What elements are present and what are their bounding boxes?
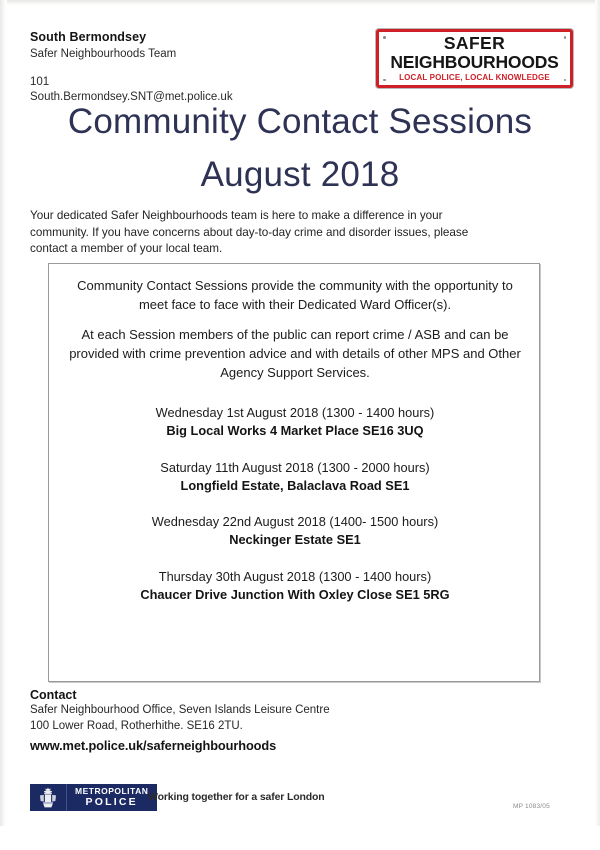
session-datetime: Wednesday 22nd August 2018 (1400- 1500 hours) [151,514,439,530]
intro-paragraph: Your dedicated Safer Neighbourhoods team is here to make a difference in your community. If you have concerns about day-to-day crime and disorder issues, please contact a member of your local team. [30,209,469,256]
crest-icon [30,784,67,811]
contact-email: South.Bermondsey.SNT@met.police.uk [30,90,233,103]
logo-line-safer: SAFER [443,32,506,53]
session-location: Neckinger Estate SE1 [229,532,361,548]
ward-name: South Bermondsey [30,30,147,44]
contact-block [30,687,450,755]
contact-address: 100 Lower Road, Rotherhithe. SE16 2TU. [30,720,243,733]
sign-screw-icon [383,36,386,39]
session-datetime: Saturday 11th August 2018 (1300 - 2000 hours) [160,459,430,475]
list-item [61,459,529,495]
team-name: Safer Neighbourhoods Team [30,47,177,60]
met-wordmark [67,784,157,811]
page-title: Community Contact Sessions [67,102,533,141]
contact-phone: 101 [30,75,50,88]
safer-neighbourhoods-logo [376,29,573,88]
sign-screw-icon [564,36,567,39]
box-paragraph-purpose: Community Contact Sessions provide the community with the opportunity to meet face to face with their Dedicated Ward Officer(s). [77,278,513,312]
scan-edge-top [0,0,600,6]
session-datetime: Wednesday 1st August 2018 (1300 - 1400 hours) [155,405,435,420]
sign-screw-icon [564,79,567,82]
contact-office: Safer Neighbourhood Office, Seven Islands Leisure Centre [30,704,330,717]
list-item [61,513,529,549]
logo-line-neighbourhoods: NEIGHBOURHOODS [390,52,559,73]
session-location: Big Local Works 4 Market Place SE16 3UQ [166,423,424,439]
contact-heading: Contact [30,688,77,702]
metropolitan-police-logo [30,784,157,811]
met-tagline: Working together for a safer London [148,791,325,803]
sign-screw-icon [383,79,386,82]
sessions-box [48,263,540,682]
logo-strapline: LOCAL POLICE, LOCAL KNOWLEDGE [399,73,550,83]
box-paragraph-services: At each Session members of the public can report crime / ASB and can be provided with crime prevention advice and with details of other MPS and Other Agency Support Services. [69,327,521,380]
session-location: Longfield Estate, Balaclava Road SE1 [180,477,410,493]
header-block [30,30,360,105]
session-datetime: Thursday 30th August 2018 (1300 - 1400 hours) [158,568,432,584]
document-reference: MP 1083/05 [513,803,550,810]
met-word-metropolitan: METROPOLITAN [75,785,149,796]
list-item [61,404,529,440]
page-subtitle-month: August 2018 [200,155,400,194]
sessions-list [61,404,529,622]
met-word-police: POLICE [85,796,138,809]
website-url[interactable]: www.met.police.uk/saferneighbourhoods [30,737,277,753]
list-item [61,568,529,604]
session-location: Chaucer Drive Junction With Oxley Close SE1 5RG [140,586,450,602]
